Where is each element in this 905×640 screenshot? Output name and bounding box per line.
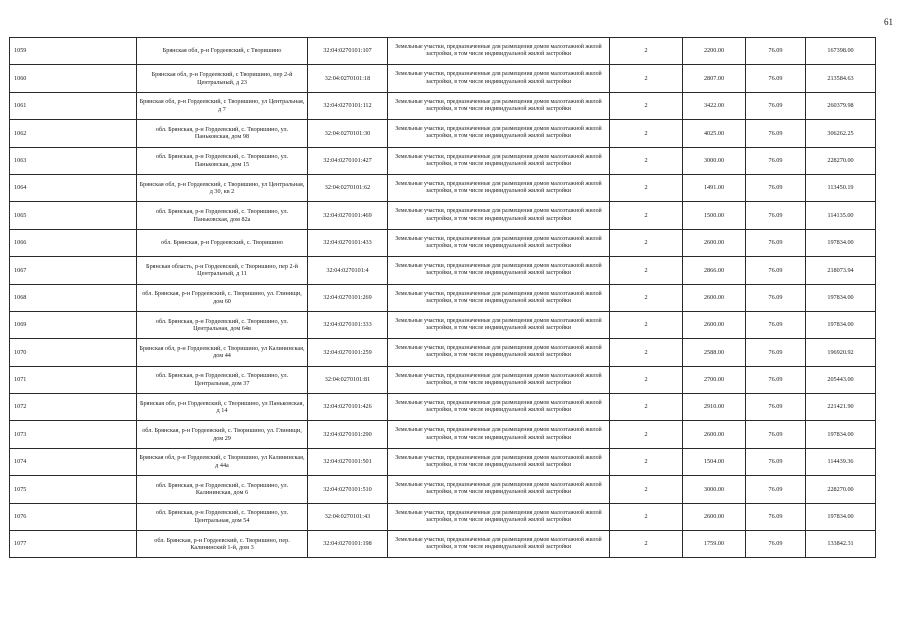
specific-value-cell: 76.09	[746, 65, 806, 92]
row-number: 1061	[10, 92, 137, 119]
group-code-cell: 2	[610, 174, 683, 201]
table-row	[10, 476, 876, 503]
area-cell: 3000.00	[683, 147, 746, 174]
table-row	[10, 92, 876, 119]
cadastral-value-cell: 113450.19	[806, 174, 876, 201]
specific-value-cell: 76.09	[746, 421, 806, 448]
area-cell: 2588.00	[683, 339, 746, 366]
land-category-cell: Земельные участки, предназначенные для размещения домов малоэтажной жилой застройки, в том числе индивидуальной жилой застройки	[388, 284, 610, 311]
table-row	[10, 531, 876, 558]
cadastral-value-cell: 228270.00	[806, 147, 876, 174]
cadastral-value-cell: 260379.98	[806, 92, 876, 119]
specific-value-cell: 76.09	[746, 174, 806, 201]
area-cell: 2866.00	[683, 257, 746, 284]
land-category-cell: Земельные участки, предназначенные для размещения домов малоэтажной жилой застройки, в том числе индивидуальной жилой застройки	[388, 202, 610, 229]
table-row	[10, 311, 876, 338]
land-category-cell: Земельные участки, предназначенные для размещения домов малоэтажной жилой застройки, в том числе индивидуальной жилой застройки	[388, 120, 610, 147]
table-row	[10, 339, 876, 366]
table-row	[10, 120, 876, 147]
cadastral-number-cell: 32:04:0270101:427	[308, 147, 388, 174]
table-row	[10, 448, 876, 475]
row-number: 1062	[10, 120, 137, 147]
land-category-cell: Земельные участки, предназначенные для размещения домов малоэтажной жилой застройки, в том числе индивидуальной жилой застройки	[388, 503, 610, 530]
address-cell: Брянская область, р-н Гордеевский, с Творишино, пер 2-й Центральный, д 11	[137, 257, 308, 284]
specific-value-cell: 76.09	[746, 366, 806, 393]
cadastral-value-cell: 221421.90	[806, 394, 876, 421]
table-row	[10, 65, 876, 92]
cadastral-value-cell: 197834.00	[806, 284, 876, 311]
area-cell: 2600.00	[683, 311, 746, 338]
table-row	[10, 174, 876, 201]
cadastral-value-cell: 213584.63	[806, 65, 876, 92]
table-row	[10, 202, 876, 229]
land-category-cell: Земельные участки, предназначенные для размещения домов малоэтажной жилой застройки, в том числе индивидуальной жилой застройки	[388, 229, 610, 256]
group-code-cell: 2	[610, 65, 683, 92]
row-number: 1073	[10, 421, 137, 448]
address-cell: обл. Брянская, р-н Гордеевский, с. Творишино, ул. Центральная, дом 54	[137, 503, 308, 530]
cadastral-value-cell: 133842.31	[806, 531, 876, 558]
row-number: 1070	[10, 339, 137, 366]
group-code-cell: 2	[610, 120, 683, 147]
land-category-cell: Земельные участки, предназначенные для размещения домов малоэтажной жилой застройки, в том числе индивидуальной жилой застройки	[388, 476, 610, 503]
land-category-cell: Земельные участки, предназначенные для размещения домов малоэтажной жилой застройки, в том числе индивидуальной жилой застройки	[388, 394, 610, 421]
cadastral-value-cell: 197834.00	[806, 311, 876, 338]
land-category-cell: Земельные участки, предназначенные для размещения домов малоэтажной жилой застройки, в том числе индивидуальной жилой застройки	[388, 147, 610, 174]
row-number: 1076	[10, 503, 137, 530]
row-number: 1059	[10, 38, 137, 65]
cadastral-number-cell: 32:04:0270101:81	[308, 366, 388, 393]
land-category-cell: Земельные участки, предназначенные для размещения домов малоэтажной жилой застройки, в том числе индивидуальной жилой застройки	[388, 38, 610, 65]
area-cell: 2807.00	[683, 65, 746, 92]
cadastral-value-cell: 114439.36	[806, 448, 876, 475]
group-code-cell: 2	[610, 311, 683, 338]
address-cell: Брянская обл, р-н Гордеевский, с Творишино, ул Центральная, д 30, кв 2	[137, 174, 308, 201]
group-code-cell: 2	[610, 202, 683, 229]
cadastral-value-cell: 114135.00	[806, 202, 876, 229]
land-category-cell: Земельные участки, предназначенные для размещения домов малоэтажной жилой застройки, в том числе индивидуальной жилой застройки	[388, 311, 610, 338]
group-code-cell: 2	[610, 394, 683, 421]
cadastral-number-cell: 32:04:0270101:469	[308, 202, 388, 229]
address-cell: обл. Брянская, р-н Гордеевский, с. Творишино, ул. Глинищи, дом 60	[137, 284, 308, 311]
row-number: 1075	[10, 476, 137, 503]
row-number: 1060	[10, 65, 137, 92]
table-row	[10, 366, 876, 393]
row-number: 1068	[10, 284, 137, 311]
address-cell: обл. Брянская, р-н Гордеевский, с. Творишино	[137, 229, 308, 256]
address-cell: обл. Брянская, р-н Гордеевский, с. Творишино, ул. Паньковская, дом 98	[137, 120, 308, 147]
area-cell: 2700.00	[683, 366, 746, 393]
specific-value-cell: 76.09	[746, 229, 806, 256]
group-code-cell: 2	[610, 448, 683, 475]
land-category-cell: Земельные участки, предназначенные для размещения домов малоэтажной жилой застройки, в том числе индивидуальной жилой застройки	[388, 366, 610, 393]
row-number: 1077	[10, 531, 137, 558]
address-cell: обл. Брянская, р-н Гордеевский, с. Творишино, ул. Паньковская, дом 15	[137, 147, 308, 174]
land-category-cell: Земельные участки, предназначенные для размещения домов малоэтажной жилой застройки, в том числе индивидуальной жилой застройки	[388, 421, 610, 448]
row-number: 1067	[10, 257, 137, 284]
specific-value-cell: 76.09	[746, 202, 806, 229]
group-code-cell: 2	[610, 147, 683, 174]
row-number: 1072	[10, 394, 137, 421]
cadastral-number-cell: 32:04:0270101:290	[308, 421, 388, 448]
area-cell: 2600.00	[683, 284, 746, 311]
land-category-cell: Земельные участки, предназначенные для размещения домов малоэтажной жилой застройки, в том числе индивидуальной жилой застройки	[388, 339, 610, 366]
group-code-cell: 2	[610, 92, 683, 119]
area-cell: 2200.00	[683, 38, 746, 65]
table-row	[10, 503, 876, 530]
address-cell: обл. Брянская, р-н Гордеевский, с. Творишино, ул. Калининская, дом 6	[137, 476, 308, 503]
land-category-cell: Земельные участки, предназначенные для размещения домов малоэтажной жилой застройки, в том числе индивидуальной жилой застройки	[388, 174, 610, 201]
land-category-cell: Земельные участки, предназначенные для размещения домов малоэтажной жилой застройки, в том числе индивидуальной жилой застройки	[388, 257, 610, 284]
address-cell: обл. Брянская, р-н Гордеевский, с. Творишино, ул. Центральная, дом 37	[137, 366, 308, 393]
group-code-cell: 2	[610, 531, 683, 558]
cadastral-number-cell: 32:04:0270101:198	[308, 531, 388, 558]
group-code-cell: 2	[610, 284, 683, 311]
row-number: 1069	[10, 311, 137, 338]
cadastral-number-cell: 32:04:0270101:269	[308, 284, 388, 311]
cadastral-number-cell: 32:04:0270101:433	[308, 229, 388, 256]
row-number: 1063	[10, 147, 137, 174]
group-code-cell: 2	[610, 38, 683, 65]
row-number: 1064	[10, 174, 137, 201]
address-cell: Брянская обл, р-н Гордеевский, с Творишино, ул Калининская, дом 44	[137, 339, 308, 366]
area-cell: 1491.00	[683, 174, 746, 201]
group-code-cell: 2	[610, 257, 683, 284]
table-row	[10, 284, 876, 311]
cadastral-number-cell: 32:04:0270101:333	[308, 311, 388, 338]
page-number: 61	[884, 17, 893, 27]
address-cell: обл. Брянская, р-н Гордеевский, с. Творишино, пер. Калининский 1-й, дом 3	[137, 531, 308, 558]
table-row	[10, 257, 876, 284]
address-cell: Брянская обл, р-н Гордеевский, с Творишино	[137, 38, 308, 65]
row-number: 1074	[10, 448, 137, 475]
cadastral-number-cell: 32:04:0270101:30	[308, 120, 388, 147]
specific-value-cell: 76.09	[746, 147, 806, 174]
area-cell: 4025.00	[683, 120, 746, 147]
address-cell: обл. Брянская, р-н Гордеевский, с. Творишино, ул. Глинищи, дом 29	[137, 421, 308, 448]
area-cell: 2600.00	[683, 503, 746, 530]
cadastral-value-cell: 218073.94	[806, 257, 876, 284]
area-cell: 3422.00	[683, 92, 746, 119]
group-code-cell: 2	[610, 229, 683, 256]
cadastral-value-cell: 306262.25	[806, 120, 876, 147]
specific-value-cell: 76.09	[746, 531, 806, 558]
land-category-cell: Земельные участки, предназначенные для размещения домов малоэтажной жилой застройки, в том числе индивидуальной жилой застройки	[388, 92, 610, 119]
specific-value-cell: 76.09	[746, 339, 806, 366]
group-code-cell: 2	[610, 476, 683, 503]
group-code-cell: 2	[610, 339, 683, 366]
area-cell: 2600.00	[683, 229, 746, 256]
area-cell: 2910.00	[683, 394, 746, 421]
table-row	[10, 421, 876, 448]
table-row	[10, 394, 876, 421]
area-cell: 1759.00	[683, 531, 746, 558]
cadastral-number-cell: 32:04:0270101:62	[308, 174, 388, 201]
land-category-cell: Земельные участки, предназначенные для размещения домов малоэтажной жилой застройки, в том числе индивидуальной жилой застройки	[388, 448, 610, 475]
cadastral-number-cell: 32:04:0270101:107	[308, 38, 388, 65]
cadastral-value-cell: 196920.92	[806, 339, 876, 366]
row-number: 1065	[10, 202, 137, 229]
address-cell: Брянская обл, р-н Гордеевский, с Творишино, ул Центральная, д 7	[137, 92, 308, 119]
address-cell: Брянская обл, р-н Гордеевский, с Творишино, ул Паньковская, д 14	[137, 394, 308, 421]
specific-value-cell: 76.09	[746, 257, 806, 284]
row-number: 1071	[10, 366, 137, 393]
cadastral-value-cell: 205443.00	[806, 366, 876, 393]
specific-value-cell: 76.09	[746, 503, 806, 530]
specific-value-cell: 76.09	[746, 284, 806, 311]
land-category-cell: Земельные участки, предназначенные для размещения домов малоэтажной жилой застройки, в том числе индивидуальной жилой застройки	[388, 65, 610, 92]
area-cell: 3000.00	[683, 476, 746, 503]
specific-value-cell: 76.09	[746, 394, 806, 421]
group-code-cell: 2	[610, 366, 683, 393]
cadastral-number-cell: 32:04:0270101:112	[308, 92, 388, 119]
land-registry-table	[9, 37, 876, 558]
cadastral-number-cell: 32:04:0270101:43	[308, 503, 388, 530]
area-cell: 1504.00	[683, 448, 746, 475]
row-number: 1066	[10, 229, 137, 256]
cadastral-value-cell: 228270.00	[806, 476, 876, 503]
cadastral-number-cell: 32:04:0270101:259	[308, 339, 388, 366]
group-code-cell: 2	[610, 421, 683, 448]
cadastral-number-cell: 32:04:0270101:4	[308, 257, 388, 284]
cadastral-value-cell: 197834.00	[806, 229, 876, 256]
address-cell: Брянская обл, р-н Гордеевский, с Творишино, ул Калининская, д 44а	[137, 448, 308, 475]
address-cell: обл. Брянская, р-н Гордеевский, с. Творишино, ул. Центральная, дом 64в	[137, 311, 308, 338]
land-category-cell: Земельные участки, предназначенные для размещения домов малоэтажной жилой застройки, в том числе индивидуальной жилой застройки	[388, 531, 610, 558]
address-cell: Брянская обл, р-н Гордеевский, с Творишино, пер 2-й Центральный, д 23	[137, 65, 308, 92]
cadastral-value-cell: 167398.00	[806, 38, 876, 65]
address-cell: обл. Брянская, р-н Гордеевский, с. Творишино, ул. Паньковская, дом 82а	[137, 202, 308, 229]
cadastral-number-cell: 32:04:0270101:18	[308, 65, 388, 92]
cadastral-number-cell: 32:04:0270101:426	[308, 394, 388, 421]
specific-value-cell: 76.09	[746, 448, 806, 475]
table-row	[10, 147, 876, 174]
area-cell: 2600.00	[683, 421, 746, 448]
group-code-cell: 2	[610, 503, 683, 530]
table-row	[10, 229, 876, 256]
cadastral-value-cell: 197834.00	[806, 503, 876, 530]
area-cell: 1500.00	[683, 202, 746, 229]
specific-value-cell: 76.09	[746, 92, 806, 119]
table-body	[10, 38, 876, 558]
cadastral-number-cell: 32:04:0270101:510	[308, 476, 388, 503]
specific-value-cell: 76.09	[746, 311, 806, 338]
specific-value-cell: 76.09	[746, 476, 806, 503]
cadastral-value-cell: 197834.00	[806, 421, 876, 448]
specific-value-cell: 76.09	[746, 38, 806, 65]
table-row	[10, 38, 876, 65]
cadastral-number-cell: 32:04:0270101:501	[308, 448, 388, 475]
specific-value-cell: 76.09	[746, 120, 806, 147]
